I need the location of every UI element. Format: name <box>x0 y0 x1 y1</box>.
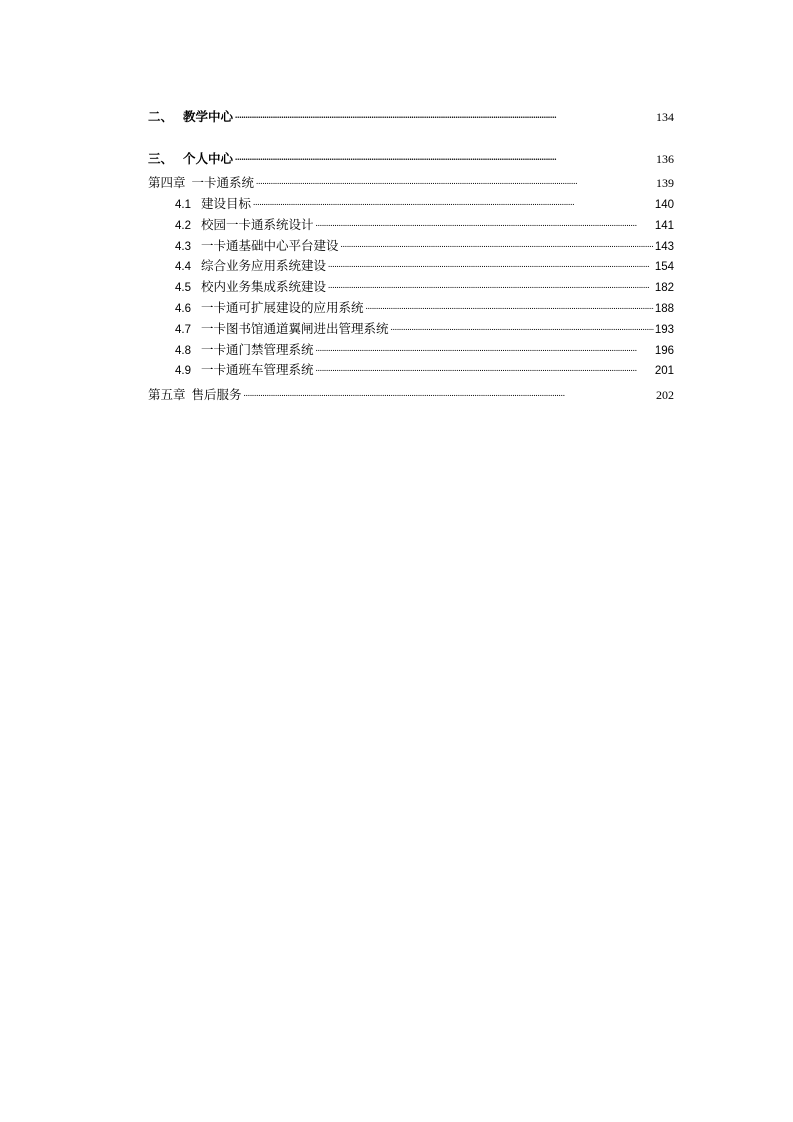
toc-entry-label <box>175 194 251 212</box>
toc-page-number: 154 <box>654 261 674 274</box>
toc-entry-title: 一卡通班车管理系统 <box>201 363 314 378</box>
toc-entry-label <box>148 149 233 167</box>
toc-entry-number: 4.9 <box>175 365 191 378</box>
dot-leader <box>235 152 655 162</box>
toc-entry-label <box>175 340 314 358</box>
toc-entry-chapter-5[interactable] <box>148 385 674 406</box>
toc-entry-4-9[interactable] <box>148 360 674 381</box>
toc-entry-4-6[interactable] <box>148 298 674 319</box>
toc-entry-chapter-4[interactable] <box>148 173 674 194</box>
toc-entry-title: 综合业务应用系统建设 <box>201 259 327 274</box>
toc-entry-number: 4.2 <box>175 219 191 232</box>
toc-entry-number: 4.4 <box>175 261 191 274</box>
toc-page-number: 134 <box>656 110 674 124</box>
dot-leader <box>391 322 654 332</box>
toc-entry-label <box>148 173 254 191</box>
toc-entry-4-3[interactable] <box>148 236 674 257</box>
toc-entry-4-4[interactable] <box>148 256 674 277</box>
toc-page-number: 188 <box>654 302 674 315</box>
toc-entry-title: 一卡通可扩展建设的应用系统 <box>201 300 364 315</box>
toc-entry-number: 二、 <box>148 109 174 124</box>
dot-leader <box>316 363 654 373</box>
toc-entry-label <box>175 319 389 337</box>
toc-entry-label <box>175 298 364 316</box>
toc-entry-4-5[interactable] <box>148 277 674 298</box>
toc-entry-title: 个人中心 <box>183 151 234 166</box>
toc-entry-number: 4.7 <box>175 323 191 336</box>
toc-entry-label <box>148 107 233 125</box>
toc-entry-number: 4.3 <box>175 240 191 253</box>
dot-leader <box>366 301 654 311</box>
toc-page-number: 196 <box>654 344 674 357</box>
toc-page-number: 182 <box>654 282 674 295</box>
toc-page-number: 202 <box>656 388 674 403</box>
toc-entry-title: 一卡通门禁管理系统 <box>201 342 314 357</box>
toc-entry-label <box>175 256 326 274</box>
toc-entry-title: 一卡通基础中心平台建设 <box>201 238 339 253</box>
toc-entry-label <box>175 215 314 233</box>
dot-leader <box>341 239 654 249</box>
toc-entry-number: 4.8 <box>175 344 191 357</box>
toc-entry-label <box>175 360 314 378</box>
toc-entry-title: 校园一卡通系统设计 <box>201 217 314 232</box>
toc-entry-label <box>175 236 339 254</box>
dot-leader <box>328 259 654 269</box>
dot-leader <box>316 343 654 353</box>
toc-page-number: 143 <box>654 240 674 253</box>
dot-leader <box>235 110 655 120</box>
toc-entry-title: 建设目标 <box>201 197 252 211</box>
toc-entry-4-2[interactable] <box>148 215 674 236</box>
toc-entry-title: 校内业务集成系统建设 <box>201 280 327 295</box>
toc-entry-label <box>148 385 242 403</box>
dot-leader <box>253 197 654 207</box>
toc-entry-label <box>175 277 326 295</box>
toc-entry-number: 4.5 <box>175 282 191 295</box>
toc-entry-title: 教学中心 <box>183 109 234 124</box>
dot-leader <box>256 176 655 186</box>
toc-entry-4-7[interactable] <box>148 319 674 340</box>
toc-entry-4-1[interactable] <box>148 194 674 215</box>
toc-entry-title: 一卡图书馆通道翼闸进出管理系统 <box>201 321 389 336</box>
toc-entry-title: 售后服务 <box>191 387 242 403</box>
toc-entry-section-3[interactable] <box>148 149 674 169</box>
toc-entry-4-8[interactable] <box>148 340 674 361</box>
table-of-contents <box>148 107 674 406</box>
toc-page-number: 193 <box>654 323 674 336</box>
dot-leader <box>316 218 654 228</box>
toc-entry-number: 第四章 <box>148 176 186 190</box>
toc-page-number: 140 <box>654 199 674 211</box>
toc-entry-title: 一卡通系统 <box>191 176 255 190</box>
toc-page-number: 136 <box>656 152 674 166</box>
toc-entry-number: 4.1 <box>175 199 191 211</box>
toc-entry-section-2[interactable] <box>148 107 674 127</box>
toc-page-number: 139 <box>656 176 674 190</box>
dot-leader <box>244 388 655 398</box>
toc-page-number: 141 <box>654 219 674 232</box>
toc-entry-number: 4.6 <box>175 302 191 315</box>
toc-entry-number: 三、 <box>148 151 174 166</box>
toc-page-number: 201 <box>654 365 674 378</box>
toc-entry-number: 第五章 <box>148 387 186 403</box>
dot-leader <box>328 280 654 290</box>
